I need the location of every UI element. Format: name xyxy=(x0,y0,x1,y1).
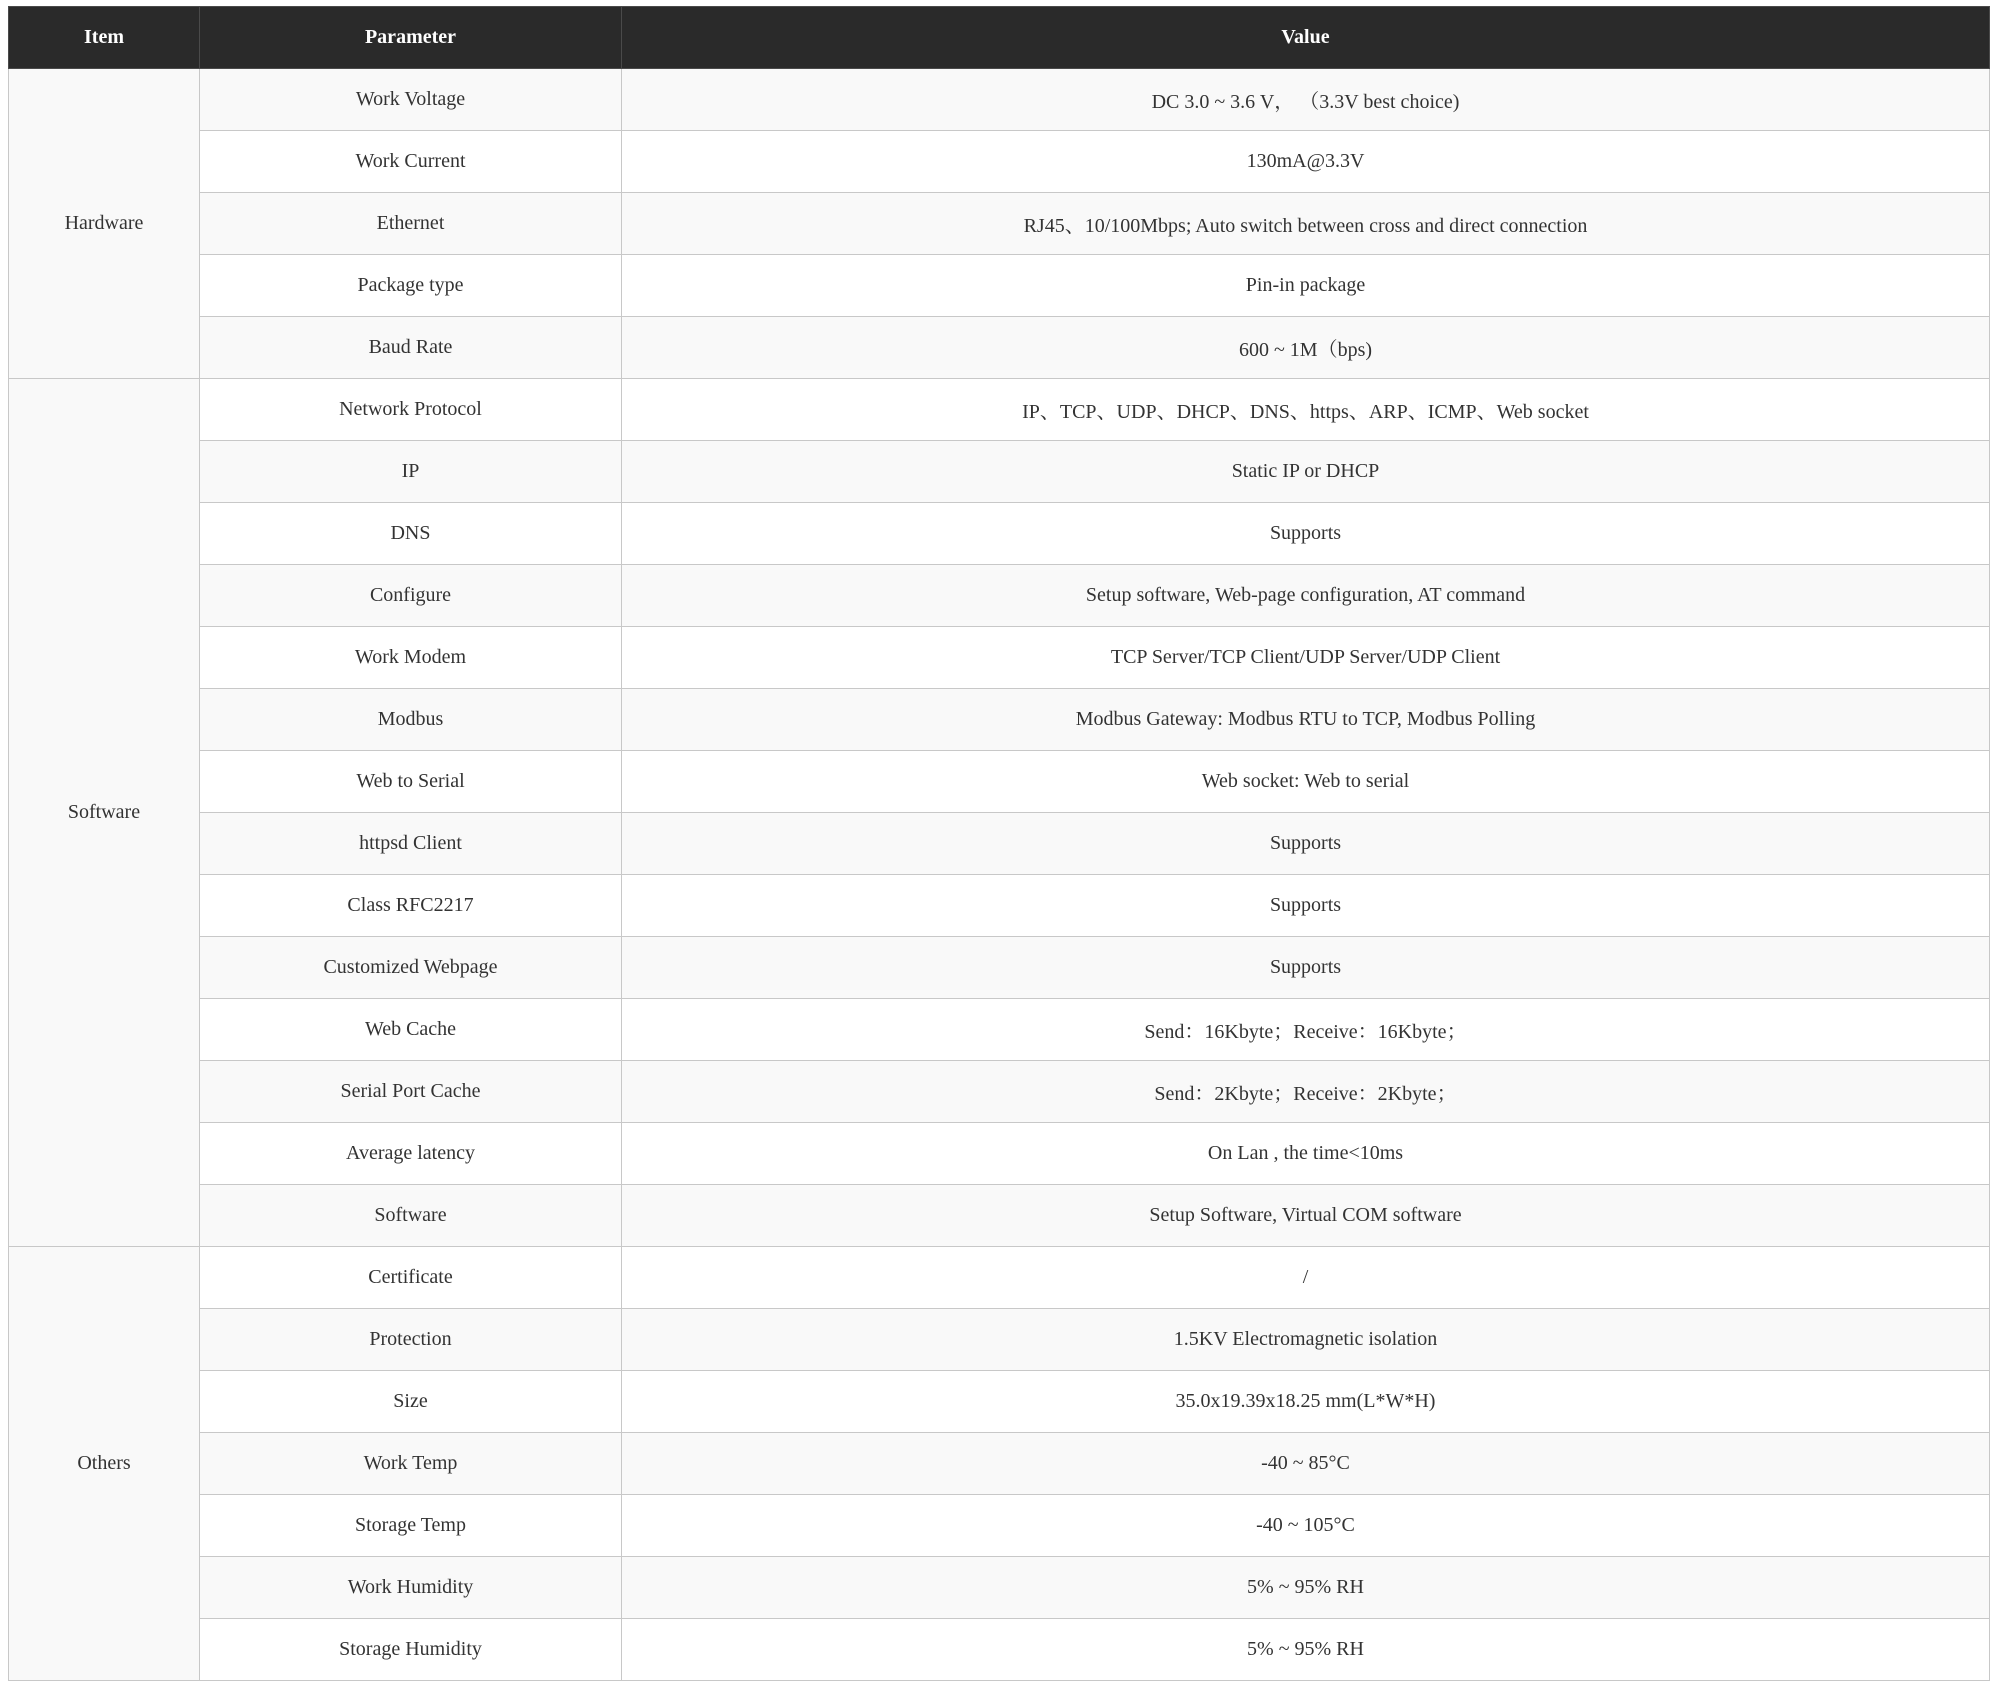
table-row xyxy=(9,565,1990,627)
value-cell: -40 ~ 85°C xyxy=(622,1433,1990,1495)
group-label-others: Others xyxy=(9,1247,200,1681)
value-cell: DC 3.0 ~ 3.6 V， （3.3V best choice) xyxy=(622,69,1990,131)
value-cell: Setup Software, Virtual COM software xyxy=(622,1185,1990,1247)
value-cell: RJ45、10/100Mbps; Auto switch between cross and direct connection xyxy=(622,193,1990,255)
parameter-cell: Size xyxy=(200,1371,622,1433)
value-cell: Supports xyxy=(622,875,1990,937)
table-row xyxy=(9,813,1990,875)
table-row xyxy=(9,255,1990,317)
parameter-cell: Work Voltage xyxy=(200,69,622,131)
table-row xyxy=(9,1371,1990,1433)
parameter-cell: Protection xyxy=(200,1309,622,1371)
table-row xyxy=(9,1619,1990,1681)
parameter-cell: Configure xyxy=(200,565,622,627)
parameter-cell: Web Cache xyxy=(200,999,622,1061)
value-cell: Setup software, Web-page configuration, AT command xyxy=(622,565,1990,627)
parameter-cell: IP xyxy=(200,441,622,503)
value-cell: 130mA@3.3V xyxy=(622,131,1990,193)
parameter-cell: Network Protocol xyxy=(200,379,622,441)
value-cell: Pin-in package xyxy=(622,255,1990,317)
spec-table xyxy=(8,6,1990,1681)
value-cell: 1.5KV Electromagnetic isolation xyxy=(622,1309,1990,1371)
parameter-cell: httpsd Client xyxy=(200,813,622,875)
header-parameter: Parameter xyxy=(200,7,622,69)
value-cell: Supports xyxy=(622,937,1990,999)
group-label-software: Software xyxy=(9,379,200,1247)
value-cell: Send：16Kbyte；Receive：16Kbyte； xyxy=(622,999,1990,1061)
value-cell: 5% ~ 95% RH xyxy=(622,1557,1990,1619)
table-body xyxy=(9,69,1990,1681)
table-row xyxy=(9,379,1990,441)
table-row xyxy=(9,317,1990,379)
value-cell: / xyxy=(622,1247,1990,1309)
parameter-cell: Certificate xyxy=(200,1247,622,1309)
table-row xyxy=(9,1185,1990,1247)
value-cell: Modbus Gateway: Modbus RTU to TCP, Modbus Polling xyxy=(622,689,1990,751)
value-cell: 35.0x19.39x18.25 mm(L*W*H) xyxy=(622,1371,1990,1433)
table-row xyxy=(9,937,1990,999)
table-row xyxy=(9,627,1990,689)
table-row xyxy=(9,131,1990,193)
table-row xyxy=(9,751,1990,813)
parameter-cell: Ethernet xyxy=(200,193,622,255)
value-cell: Supports xyxy=(622,813,1990,875)
value-cell: Supports xyxy=(622,503,1990,565)
table-row xyxy=(9,1247,1990,1309)
value-cell: Web socket: Web to serial xyxy=(622,751,1990,813)
header-item: Item xyxy=(9,7,200,69)
parameter-cell: Storage Humidity xyxy=(200,1619,622,1681)
value-cell: 600 ~ 1M（bps) xyxy=(622,317,1990,379)
parameter-cell: Modbus xyxy=(200,689,622,751)
header-value: Value xyxy=(622,7,1990,69)
parameter-cell: Baud Rate xyxy=(200,317,622,379)
parameter-cell: Serial Port Cache xyxy=(200,1061,622,1123)
parameter-cell: Package type xyxy=(200,255,622,317)
parameter-cell: DNS xyxy=(200,503,622,565)
parameter-cell: Work Current xyxy=(200,131,622,193)
table-row xyxy=(9,1433,1990,1495)
group-label-hardware: Hardware xyxy=(9,69,200,379)
value-cell: Static IP or DHCP xyxy=(622,441,1990,503)
value-cell: On Lan , the time<10ms xyxy=(622,1123,1990,1185)
table-row xyxy=(9,1123,1990,1185)
table-row xyxy=(9,193,1990,255)
parameter-cell: Web to Serial xyxy=(200,751,622,813)
parameter-cell: Average latency xyxy=(200,1123,622,1185)
table-row xyxy=(9,1309,1990,1371)
table-row xyxy=(9,1495,1990,1557)
parameter-cell: Storage Temp xyxy=(200,1495,622,1557)
table-row xyxy=(9,69,1990,131)
value-cell: IP、TCP、UDP、DHCP、DNS、https、ARP、ICMP、Web socket xyxy=(622,379,1990,441)
value-cell: Send：2Kbyte；Receive：2Kbyte； xyxy=(622,1061,1990,1123)
parameter-cell: Software xyxy=(200,1185,622,1247)
parameter-cell: Work Modem xyxy=(200,627,622,689)
header-row xyxy=(9,7,1990,69)
value-cell: -40 ~ 105°C xyxy=(622,1495,1990,1557)
parameter-cell: Work Temp xyxy=(200,1433,622,1495)
parameter-cell: Customized Webpage xyxy=(200,937,622,999)
table-row xyxy=(9,999,1990,1061)
table-header xyxy=(9,7,1990,69)
parameter-cell: Class RFC2217 xyxy=(200,875,622,937)
table-row xyxy=(9,1061,1990,1123)
value-cell: TCP Server/TCP Client/UDP Server/UDP Client xyxy=(622,627,1990,689)
table-row xyxy=(9,689,1990,751)
table-row xyxy=(9,503,1990,565)
table-row xyxy=(9,441,1990,503)
table-row xyxy=(9,875,1990,937)
parameter-cell: Work Humidity xyxy=(200,1557,622,1619)
value-cell: 5% ~ 95% RH xyxy=(622,1619,1990,1681)
table-row xyxy=(9,1557,1990,1619)
